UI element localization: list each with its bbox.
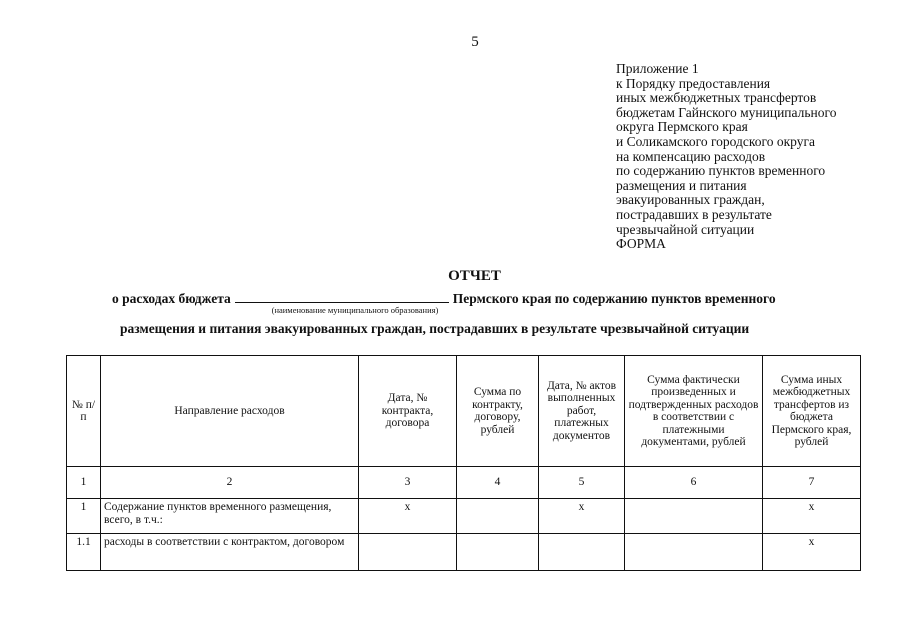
column-number: 1 xyxy=(67,467,101,499)
row-acts-date-cell[interactable]: x xyxy=(539,499,625,534)
blank-caption: (наименование муниципального образования) xyxy=(271,305,439,315)
appendix-line: иных межбюджетных трансфертов xyxy=(616,90,817,106)
row-direction-cell: Содержание пунктов временного размещения, всего, в т.ч.: xyxy=(101,499,359,534)
row-number-cell: 1.1 xyxy=(67,534,101,571)
subtitle-after-blank: Пермского края по содержанию пунктов временного xyxy=(452,291,776,306)
appendix-line: и Соликамского городского округа xyxy=(616,133,815,149)
appendix-line: на компенсацию расходов xyxy=(616,148,766,164)
appendix-line: к Порядку предоставления xyxy=(616,75,771,91)
column-number: 5 xyxy=(539,467,625,499)
page-number: 5 xyxy=(471,34,479,50)
appendix-line: бюджетам Гайнского муниципального xyxy=(616,104,837,120)
column-number: 4 xyxy=(457,467,539,499)
row-contract-date-cell[interactable] xyxy=(359,534,457,571)
report-title: ОТЧЕТ xyxy=(448,268,501,284)
report-subtitle-line2: размещения и питания эвакуированных граждан, пострадавших в результате чрезвычайной ситуации xyxy=(120,321,750,336)
column-number: 7 xyxy=(763,467,861,499)
header-cell-contract-sum: Сумма по контракту, договору, рублей xyxy=(457,356,539,467)
appendix-line: по содержанию пунктов временного xyxy=(616,163,826,179)
header-cell-transfer-sum: Сумма иных межбюджетных трансфертов из бюджета Пермского края, рублей xyxy=(763,356,861,467)
row-actual-sum-cell[interactable] xyxy=(625,499,763,534)
table-header-row xyxy=(67,356,861,467)
table-row xyxy=(67,534,861,571)
column-number: 3 xyxy=(359,467,457,499)
appendix-block xyxy=(616,62,896,237)
header-cell-number: № п/п xyxy=(67,356,101,467)
appendix-line: Приложение 1 xyxy=(616,61,699,76)
row-number-cell: 1 xyxy=(67,499,101,534)
row-direction-cell: расходы в соответствии с контрактом, договором xyxy=(101,534,359,571)
appendix-line: округа Пермского края xyxy=(616,119,748,135)
column-number: 6 xyxy=(625,467,763,499)
report-table xyxy=(66,355,861,571)
table-row xyxy=(67,499,861,534)
row-actual-sum-cell[interactable] xyxy=(625,534,763,571)
header-cell-actual-sum: Сумма фактически произведенных и подтвержденных расходов в соответствии с платежными документами, рублей xyxy=(625,356,763,467)
appendix-line: пострадавших в результате xyxy=(616,206,772,222)
row-contract-sum-cell[interactable] xyxy=(457,534,539,571)
forma-label: ФОРМА xyxy=(616,236,666,251)
appendix-line: эвакуированных граждан, xyxy=(616,192,765,208)
subtitle-before-blank: о расходах бюджета xyxy=(112,291,231,306)
appendix-line: чрезвычайной ситуации xyxy=(616,221,755,237)
column-number: 2 xyxy=(101,467,359,499)
table-column-numbers-row xyxy=(67,467,861,499)
municipality-blank-field[interactable] xyxy=(235,290,449,303)
header-cell-contract-date: Дата, № контракта, договора xyxy=(359,356,457,467)
row-contract-date-cell[interactable]: x xyxy=(359,499,457,534)
row-transfer-sum-cell[interactable]: x xyxy=(763,534,861,571)
appendix-line: размещения и питания xyxy=(616,177,747,193)
row-acts-date-cell[interactable] xyxy=(539,534,625,571)
header-cell-acts-date: Дата, № актов выполненных работ, платежных документов xyxy=(539,356,625,467)
row-contract-sum-cell[interactable] xyxy=(457,499,539,534)
header-cell-direction: Направление расходов xyxy=(101,356,359,467)
row-transfer-sum-cell[interactable]: x xyxy=(763,499,861,534)
